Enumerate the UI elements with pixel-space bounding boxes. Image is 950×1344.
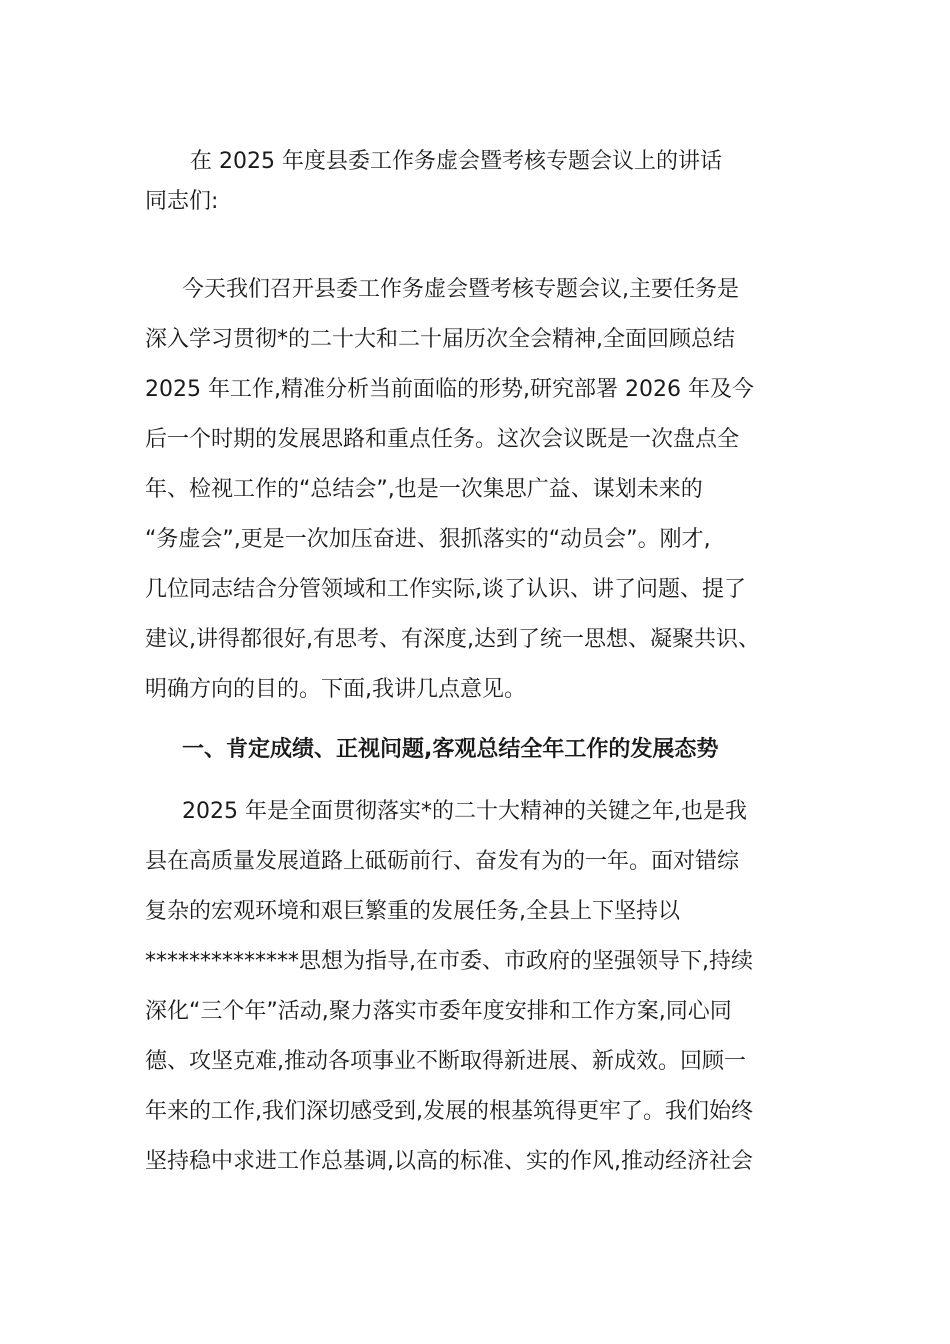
- paragraph-line: 今天我们召开县委工作务虚会暨考核专题会议,主要任务是: [182, 277, 739, 302]
- document-title: 在 2025 年度县委工作务虚会暨考核专题会议上的讲话: [190, 149, 722, 174]
- paragraph-line: 建议,讲得都很好,有思考、有深度,达到了统一思想、凝聚共识、: [145, 627, 760, 652]
- paragraph-line: 2025 年是全面贯彻落实*的二十大精神的关键之年,也是我: [182, 799, 747, 824]
- salutation: 同志们:: [145, 189, 219, 214]
- paragraph-line: 复杂的宏观环境和艰巨繁重的发展任务,全县上下坚持以: [145, 899, 680, 924]
- paragraph-line: **************思想为指导,在市委、市政府的坚强领导下,持续: [145, 949, 753, 974]
- paragraph-line: 年来的工作,我们深切感受到,发展的根基筑得更牢了。我们始终: [145, 1099, 753, 1124]
- paragraph-line: 深化“三个年”活动,聚力落实市委年度安排和工作方案,同心同: [145, 999, 732, 1024]
- section-heading: 一、肯定成绩、正视问题,客观总结全年工作的发展态势: [182, 737, 719, 762]
- paragraph-line: “务虚会”,更是一次加压奋进、狠抓落实的“动员会”。刚才,: [145, 527, 711, 552]
- paragraph-line: 坚持稳中求进工作总基调,以高的标准、实的作风,推动经济社会: [145, 1149, 753, 1174]
- paragraph-line: 后一个时期的发展思路和重点任务。这次会议既是一次盘点全: [145, 427, 740, 452]
- paragraph-line: 年、检视工作的“总结会”,也是一次集思广益、谋划未来的: [145, 477, 703, 502]
- paragraph-line: 县在高质量发展道路上砥砺前行、奋发有为的一年。面对错综: [145, 849, 740, 874]
- paragraph-line: 明确方向的目的。下面,我讲几点意见。: [145, 677, 526, 702]
- paragraph-line: 2025 年工作,精准分析当前面临的形势,研究部署 2026 年及今: [145, 377, 754, 402]
- paragraph-line: 深入学习贯彻*的二十大和二十届历次全会精神,全面回顾总结: [145, 327, 735, 352]
- paragraph-line: 几位同志结合分管领域和工作实际,谈了认识、讲了问题、提了: [145, 577, 746, 602]
- paragraph-line: 德、攻坚克难,推动各项事业不断取得新进展、新成效。回顾一: [145, 1049, 746, 1074]
